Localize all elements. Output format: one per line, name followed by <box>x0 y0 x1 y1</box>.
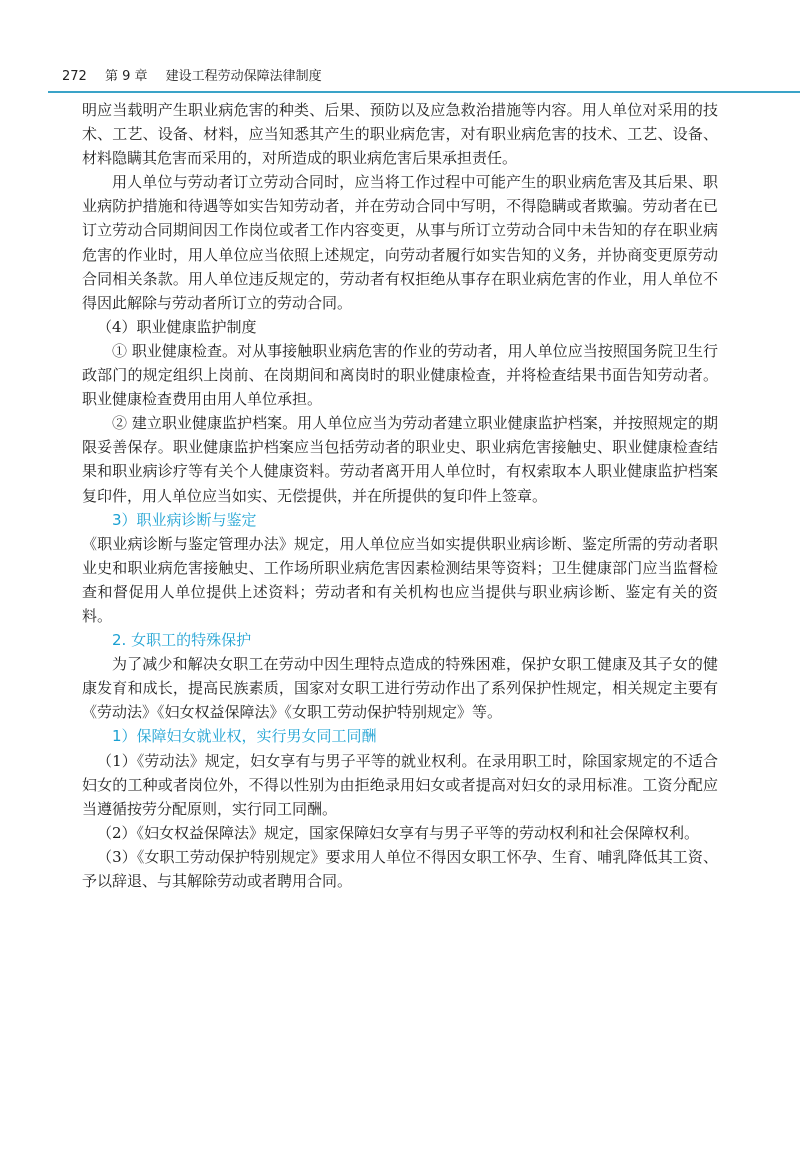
page-body <box>82 98 718 893</box>
chapter-number: 第 9 章 <box>104 69 148 84</box>
paragraph: 《职业病诊断与鉴定管理办法》规定，用人单位应当如实提供职业病诊断、鉴定所需的劳动者职业史和职业病危害接触史、工作场所职业病危害因素检测结果等资料；卫生健康部门应当监督检查和督促用人单位提供上述资料；劳动者和有关机构也应当提供与职业病诊断、鉴定有关的资料。 <box>82 534 718 625</box>
page-header <box>62 66 762 88</box>
chapter-title: 建设工程劳动保障法律制度 <box>165 69 322 84</box>
paragraph: ① 职业健康检查。对从事接触职业病危害的作业的劳动者，用人单位应当按照国务院卫生行政部门的规定组织上岗前、在岗期间和离岗时的职业健康检查，并将检查结果书面告知劳动者。职业健康检查费用由用人单位承担。 <box>82 341 718 409</box>
paragraph: 为了减少和解决女职工在劳动中因生理特点造成的特殊困难，保护女职工健康及其子女的健康发育和成长，提高民族素质，国家对女职工进行劳动作出了系列保护性规定，相关规定主要有《劳动法》《妇女权益保障法》《女职工劳动保护特别规定》等。 <box>82 655 718 722</box>
section-heading: 1）保障妇女就业权，实行男女同工同酬 <box>112 727 377 746</box>
paragraph: （3）《女职工劳动保护特别规定》要求用人单位不得因女职工怀孕、生育、哺乳降低其工资、予以辞退、与其解除劳动或者聘用合同。 <box>82 847 718 890</box>
section-heading: 3）职业病诊断与鉴定 <box>112 510 257 529</box>
section-heading: 2. 女职工的特殊保护 <box>112 631 252 650</box>
page-number: 272 <box>62 69 87 84</box>
paragraph: （2）《妇女权益保障法》规定，国家保障妇女享有与男子平等的劳动权利和社会保障权利。 <box>97 823 700 842</box>
subsection-heading: （4）职业健康监护制度 <box>97 317 257 336</box>
paragraph: 明应当载明产生职业病危害的种类、后果、预防以及应急救治措施等内容。用人单位对采用的技术、工艺、设备、材料，应当知悉其产生的职业病危害，对有职业病危害的技术、工艺、设备、材料隐瞒其危害而采用的，对所造成的职业病危害后果承担责任。 <box>82 101 718 168</box>
paragraph: （1）《劳动法》规定，妇女享有与男子平等的就业权利。在录用职工时，除国家规定的不适合妇女的工种或者岗位外，不得以性别为由拒绝录用妇女或者提高对妇女的录用标准。工资分配应当遵循按劳分配原则，实行同工同酬。 <box>82 751 718 818</box>
paragraph: ② 建立职业健康监护档案。用人单位应当为劳动者建立职业健康监护档案，并按照规定的期限妥善保存。职业健康监护档案应当包括劳动者的职业史、职业病危害接触史、职业健康检查结果和职业病诊疗等有关个人健康资料。劳动者离开用人单位时，有权索取本人职业健康监护档案复印件，用人单位应当如实、无偿提供，并在所提供的复印件上签章。 <box>82 414 718 505</box>
paragraph: 用人单位与劳动者订立劳动合同时，应当将工作过程中可能产生的职业病危害及其后果、职业病防护措施和待遇等如实告知劳动者，并在劳动合同中写明，不得隐瞒或者欺骗。劳动者在已订立劳动合同期间因工作岗位或者工作内容变更，从事与所订立劳动合同中未告知的存在职业病危害的作业时，用人单位应当依照上述规定，向劳动者履行如实告知的义务，并协商变更原劳动合同相关条款。用人单位违反规定的，劳动者有权拒绝从事存在职业病危害的作业，用人单位不得因此解除与劳动者所订立的劳动合同。 <box>82 173 718 312</box>
header-rule <box>48 91 800 93</box>
